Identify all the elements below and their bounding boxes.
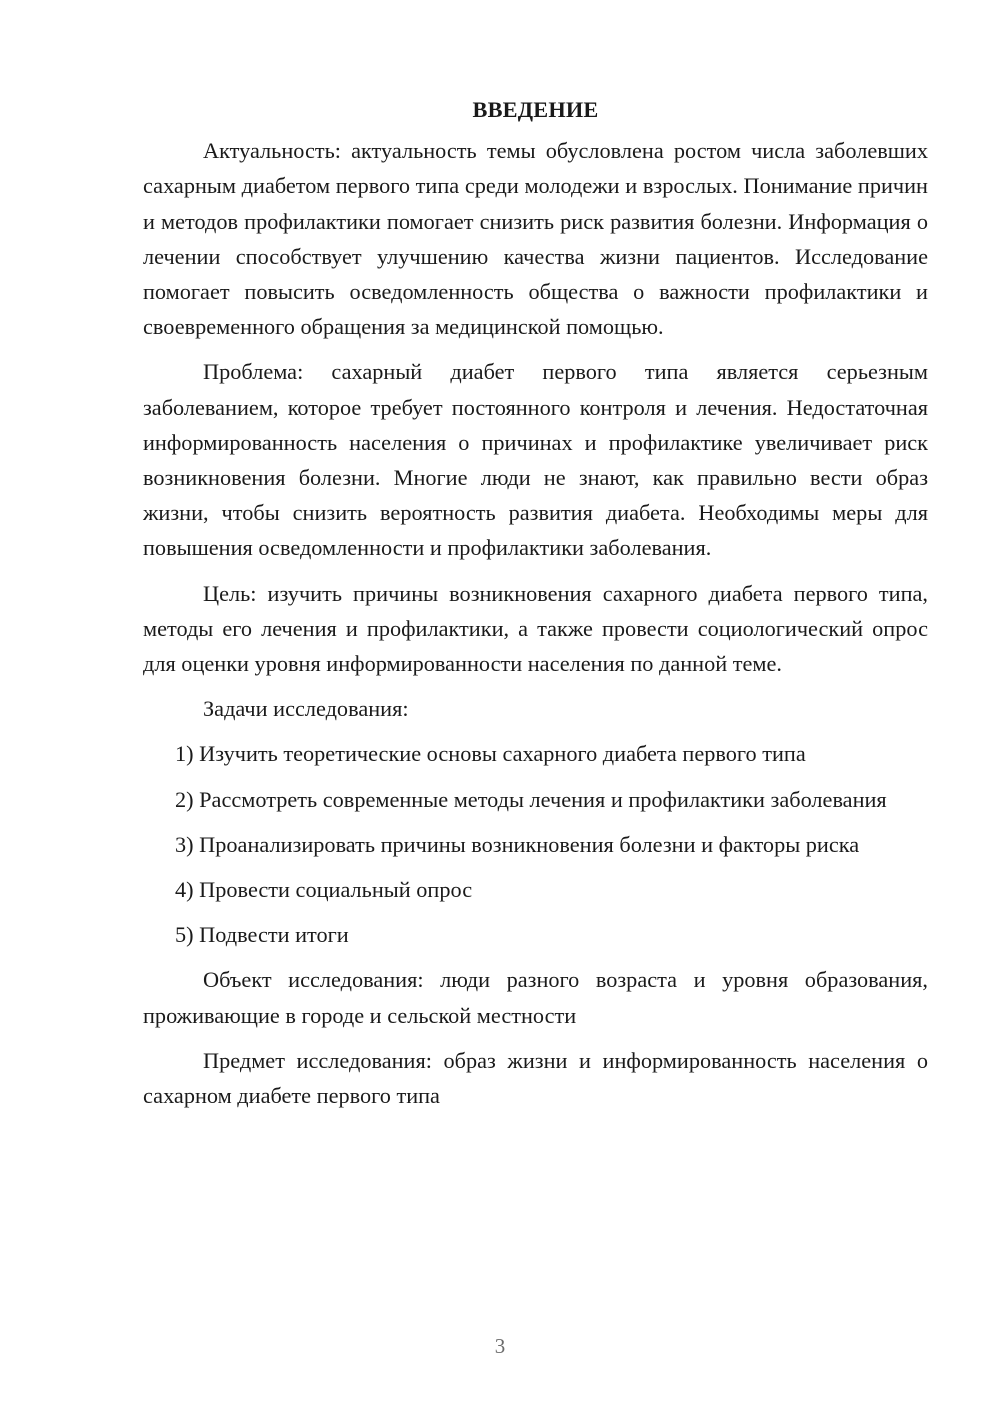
document-page xyxy=(143,92,928,1113)
section-heading: ВВЕДЕНИЕ xyxy=(472,97,599,122)
task-item-4: 4) Провести социальный опрос xyxy=(175,877,473,903)
goal-paragraph: Цель: изучить причины возникновения сахарного диабета первого типа, методы его лечения и профилактики, а также провести социологический опрос для оценки уровня информированности населения по данной теме. xyxy=(143,580,928,677)
problem-paragraph: Проблема: сахарный диабет первого типа является серьезным заболеванием, которое требует постоянного контроля и лечения. Недостаточная информированность населения о причинах и профилактике увеличивает риск возникновения болезни. Многие люди не знают, как правильно вести образ жизни, чтобы снизить вероятность развития диабета. Необходимы меры для повышения осведомленности и профилактики заболевания. xyxy=(143,359,928,561)
object-paragraph: Объект исследования: люди разного возраста и уровня образования, проживающие в городе и сельской местности xyxy=(143,967,928,1028)
relevance-paragraph: Актуальность: актуальность темы обусловлена ростом числа заболевших сахарным диабетом первого типа среди молодежи и взрослых. Понимание причин и методов профилактики помогает снизить риск развития болезни. Информация о лечении способствует улучшению качества жизни пациентов. Исследование помогает повысить осведомленность общества о важности профилактики и своевременного обращения за медицинской помощью. xyxy=(143,138,928,340)
subject-paragraph: Предмет исследования: образ жизни и информированность населения о сахарном диабете первого типа xyxy=(143,1047,928,1109)
tasks-title: Задачи исследования: xyxy=(203,696,409,722)
task-item-3: 3) Проанализировать причины возникновения болезни и факторы риска xyxy=(175,831,860,857)
task-item-1: 1) Изучить теоретические основы сахарного диабета первого типа xyxy=(175,741,806,767)
page-number: 3 xyxy=(494,1334,506,1358)
task-item-5: 5) Подвести итоги xyxy=(175,922,349,948)
task-item-2: 2) Рассмотреть современные методы лечения и профилактики заболевания xyxy=(175,786,887,812)
